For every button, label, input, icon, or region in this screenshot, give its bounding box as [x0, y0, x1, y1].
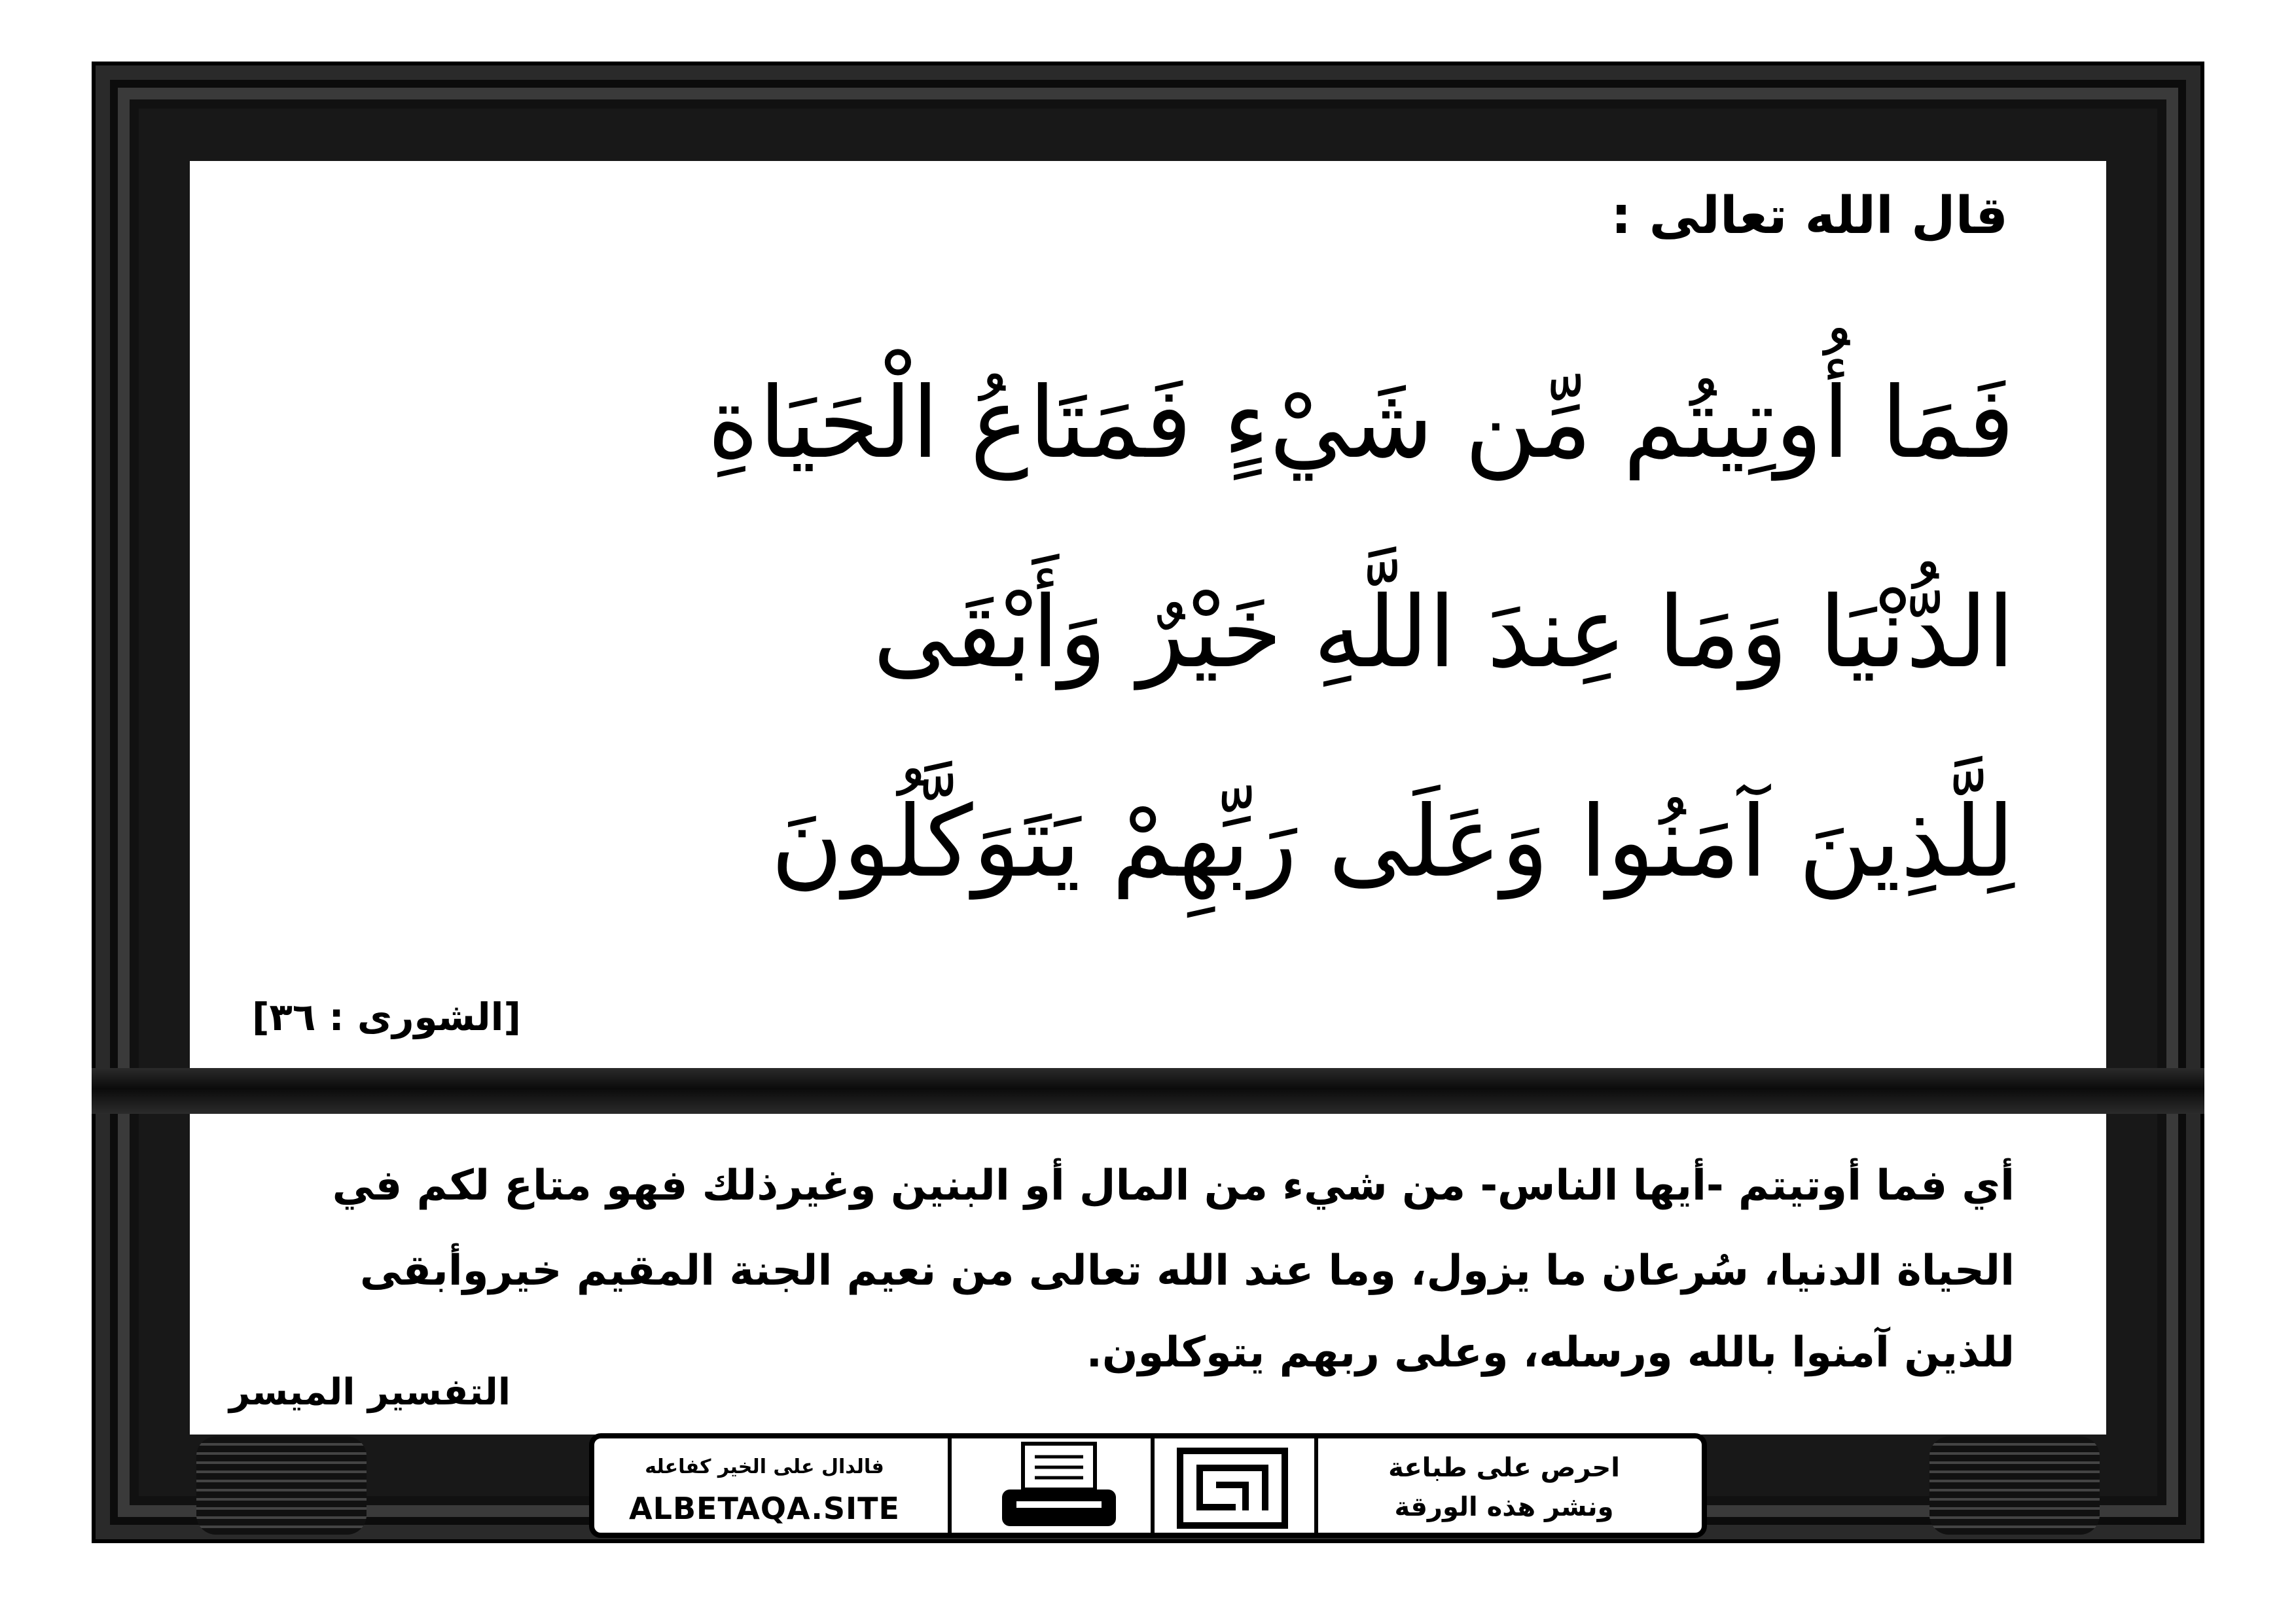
footer-tagline: فالدال على الخير كفاعله — [645, 1455, 884, 1478]
footer-bar — [589, 1433, 1707, 1538]
print-reminder-line-1: احرص على طباعة — [1388, 1453, 1620, 1483]
tafsir-source: التفسير الميسر — [229, 1371, 511, 1414]
verse-line-3: لِلَّذِينَ آمَنُوا وَعَلَى رَبِّهِمْ يَتَوَكَّلُونَ — [770, 785, 2015, 899]
verse-line-1: فَمَا أُوتِيتُم مِّن شَيْءٍ فَمَتَاعُ الْحَيَاةِ — [707, 366, 2015, 480]
verse-intro: قال الله تعالى : — [1611, 187, 2008, 245]
footer-separator — [1151, 1438, 1155, 1533]
verse-reference: [الشورى : ٣٦] — [252, 995, 522, 1039]
footer-separator — [948, 1438, 952, 1533]
printer-icon — [997, 1438, 1121, 1533]
daawa-logo — [1170, 1442, 1295, 1534]
tafsir-line-2: الحياة الدنيا، سُرعان ما يزول، وما عند الله تعالى من نعيم الجنة المقيم خيروأبقى — [359, 1247, 2015, 1295]
tafsir-line-1: أي فما أوتيتم -أيها الناس- من شيء من المال أو البنين وغيرذلك فهو متاع لكم في — [332, 1162, 2015, 1210]
site-link[interactable]: ALBETAQA.SITE — [629, 1491, 900, 1526]
frame-ornament-right — [1929, 1436, 2100, 1535]
verse-line-2: الدُّنْيَا وَمَا عِندَ اللَّهِ خَيْرٌ وَأَبْقَى — [872, 576, 2015, 690]
footer-separator — [1314, 1438, 1318, 1533]
tafsir-line-3: للذين آمنوا بالله ورسله، وعلى ربهم يتوكلون. — [1086, 1329, 2015, 1377]
panel-divider — [92, 1068, 2204, 1114]
frame-ornament-left — [196, 1436, 367, 1535]
print-reminder-line-2: ونشر هذه الورقة — [1394, 1492, 1614, 1522]
